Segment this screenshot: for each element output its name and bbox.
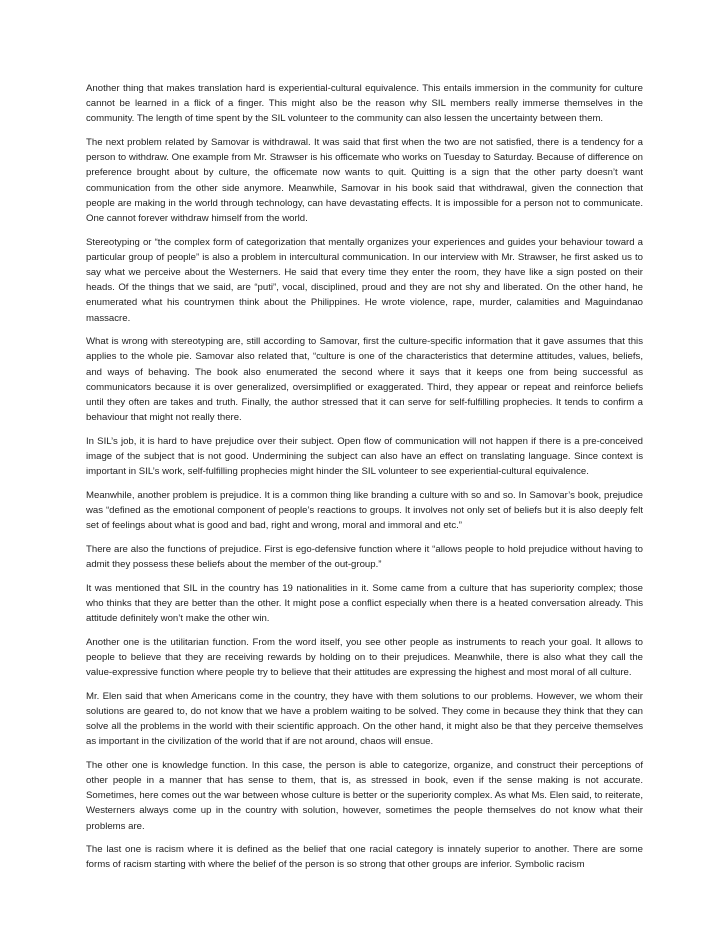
paragraph-11: The other one is knowledge function. In this case, the person is able to categorize, organize, and construct their perceptions of other people in a manner that has sense to them, that is, as stressed in book, even if the sense making is not accurate. Sometimes, here comes out the war between whose culture is better or the superiority complex. As what Ms. Elen said, to reiterate, Westerners always come up in the country with solution, however, sometimes the people themselves do not know what their problems are.: [86, 759, 643, 832]
paragraph-5: In SIL’s job, it is hard to have prejudice over their subject. Open flow of communication will not happen if there is a pre-conceived image of the subject that is not good. Undermining the subject can also have an effect on translating language. Since context is important in SIL’s work, self-fulfilling prophecies might hinder the SIL volunteer to see experiential-cultural equivalence.: [86, 435, 643, 478]
paragraph-3: Stereotyping or “the complex form of categorization that mentally organizes your experiences and guides your behaviour toward a particular group of people” is also a problem in intercultural communication. In our interview with Mr. Strawser, he first asked us to say what we perceive about the Westerners. He said that every time they enter the room, they have like a sign posted on their heads. Of the things that we said, are “puti”, vocal, disciplined, proud and they are not shy and liberated. On the other hand, he enumerated what his countrymen think about the Philippines. He wrote violence, rape, murder, calamities and Maguindanao massacre.: [86, 236, 643, 324]
paragraph-8: It was mentioned that SIL in the country has 19 nationalities in it. Some came from a culture that has superiority complex; those who thinks that they are better than the other. It might pose a conflict especially when there is a heated conversation already. This attitude definitely won’t make the other win.: [86, 582, 643, 625]
paragraph-6: Meanwhile, another problem is prejudice. It is a common thing like branding a culture with so and so. In Samovar’s book, prejudice was “defined as the emotional component of people’s reactions to groups. It involves not only set of beliefs but it is also deeply felt set of feelings about what is good and bad, right and wrong, moral and immoral and etc.”: [86, 489, 643, 532]
paragraph-9: Another one is the utilitarian function. From the word itself, you see other people as instruments to reach your goal. It allows to people to believe that they are receiving rewards by holding on to their prejudices. Meanwhile, there is also what they call the value-expressive function where people try to believe that their attitudes are expressing the highest and most moral of all culture.: [86, 636, 643, 679]
paragraph-2: The next problem related by Samovar is withdrawal. It was said that first when the two are not satisfied, there is a tendency for a person to withdraw. One example from Mr. Strawser is his officemate who works on Tuesday to Saturday. Because of difference on preference brought about by culture, the officemate now wants to quit. Quitting is a sign that the other party doesn’t want communication from the other side anymore. Meanwhile, Samovar in his book said that withdrawal, given the connection that people are making in the world through technology, can have devastating effects. It is impossible for a person not to communicate. One cannot forever withdraw himself from the world.: [86, 137, 643, 225]
document-body: [86, 81, 643, 881]
paragraph-10: Mr. Elen said that when Americans come in the country, they have with them solutions to our problems. However, we whom their solutions are geared to, do not know that we have a problem waiting to be solved. They come in because they think that they can solve all the problems in the world with their scientific approach. On the other hand, it might also be that they perceive themselves as important in the civilization of the world that if are not around, chaos will ensue.: [86, 690, 643, 748]
paragraph-1: Another thing that makes translation hard is experiential-cultural equivalence. This entails immersion in the community for culture cannot be learned in a flick of a finger. This might also be the reason why SIL members really immerse themselves in the community. The length of time spent by the SIL volunteer to the community can also lessen the uncertainty between them.: [86, 83, 643, 125]
paragraph-12: The last one is racism where it is defined as the belief that one racial category is innately superior to another. There are some forms of racism starting with where the belief of the person is so strong that other groups are inferior. Symbolic racism: [86, 844, 643, 871]
paragraph-4: What is wrong with stereotyping are, still according to Samovar, first the culture-specific information that it gave assumes that this applies to the whole pie. Samovar also related that, “culture is one of the characteristics that determine attitudes, values, beliefs, and ways of behaving. The book also enumerated the second where it says that it keeps one from being successful as communicators because it is over generalized, oversimplified or exaggerated. Third, they appear or repeat and reinforce beliefs until they often are takes and truth. Finally, the author stressed that it can serve for self-fulfilling prophecies. It tends to confirm a behaviour that might not really there.: [86, 336, 643, 424]
paragraph-7: There are also the functions of prejudice. First is ego-defensive function where it “allows people to hold prejudice without having to admit they possess these beliefs about the member of the out-group.”: [86, 543, 643, 571]
